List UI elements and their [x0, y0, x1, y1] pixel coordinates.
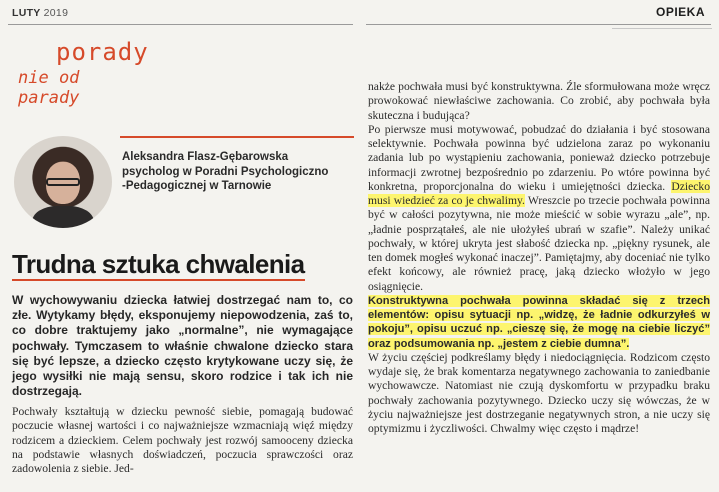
column-logo	[14, 38, 149, 108]
author-name: Aleksandra Flasz-Gębarowska	[122, 151, 289, 163]
article-title	[12, 249, 357, 280]
author-role-line1: psycholog w Poradni Psychologiczno	[122, 165, 329, 178]
author-block	[122, 150, 352, 194]
column-logo-line2: nie od parady	[18, 68, 80, 108]
highlight-2: Konstruktywna pochwała powinna składać się z trzech elementów: opisu sytuacji np. „widzę, że ładnie odkurzyłeś w pokoju”, opisu uczuć np. „cieszę się, że mogę na ciebie liczyć” oraz podsumowania np. „jestem z ciebie dumna”.	[368, 294, 710, 350]
author-accent-bar	[120, 136, 354, 138]
issue-label	[12, 7, 68, 19]
author-photo-glasses	[46, 178, 80, 186]
header-rule-left	[8, 24, 353, 25]
author-photo-shirt	[32, 206, 94, 228]
issue-year: 2019	[43, 7, 69, 19]
paragraph-2	[368, 123, 710, 294]
article-body-left: Pochwały kształtują w dziecku pewność siebie, pomagają budować poczucie własnej wartości i co najważniejsze wzmacniają więź między rodzicem a dzieckiem. Celem pochwały jest rozwój samooceny dziecka na podstawie własnych doświadczeń, poczucia sprawczości oraz zadowolenia z siebie. Jed-	[12, 405, 353, 476]
paragraph-4	[368, 294, 710, 351]
article-body-right	[368, 80, 710, 436]
paragraph-5: W życiu częściej podkreślamy błędy i niedociągnięcia. Rodzicom często wydaje się, że brak komentarza negatywnego zachowania to zaniedbanie wychowawcze. Natomiast nie czują dyskomfortu w przypadku braku pochwały zachowania pozytywnego. Dziecko uczy się wówczas, że w życiu najważniejsze jest dostrzeganie negatywnych stron, a nie uczy się optymizmu i życzliwości. Chwalmy więc często i mądrze!	[368, 350, 710, 435]
magazine-brand: OPIEKA	[656, 5, 706, 19]
paragraph-3-text: Wreszcie po trzecie pochwała powinna być w całości pozytywna, nie może mieścić w sobie wyrazu „ale”, np. „ładnie posprzątałeś, ale nie ułożyłeś ubrań w szafie”. Należy unikać pochwały, w której ukryta jest słabość dziecka np. „piękny rysunek, ale ten domek mogłeś wykonać inaczej”. Pamiętajmy, aby doceniać nie tylko efekt końcowy, ale również pracę, jaką dziecko włożyło w jego osiągnięcie.	[368, 194, 710, 293]
author-role-line2: -Pedagogicznej w Tarnowie	[122, 180, 272, 192]
paragraph-1: nakże pochwała musi być konstruktywna. Źle sformułowana może wręcz prowokować niewłaściwe zachowania. Co zrobić, aby pochwała była skuteczna i budująca?	[368, 80, 710, 122]
brand-underline	[612, 28, 712, 39]
issue-month: LUTY	[12, 7, 41, 19]
author-photo	[14, 136, 112, 228]
header-rule-right	[366, 24, 711, 25]
highlight-1: Dziecko musi wiedzieć za co je chwalimy.	[368, 179, 711, 207]
article-lead: W wychowywaniu dziecka łatwiej dostrzegać nam to, co złe. Wytykamy błędy, eksponujemy niepowodzenia, zaś to, co dobre traktujemy jako „normalne”, nie wymagające pochwały. Tymczasem to właśnie chwalone dziecko stara się być lepsze, a dziecko często krytykowane uczy się, że jego wysiłki nie mają sensu, skoro rodzice i tak ich nie dostrzegają.	[12, 293, 353, 399]
article-title-text: Trudna sztuka chwalenia	[12, 249, 305, 279]
paragraph-2-text: Po pierwsze musi motywować, pobudzać do działania i być stosowana selektywnie. Pochwała powinna być udzielona zaraz po wykonaniu zadania lub po wystąpieniu zachowania, ponieważ dziecko potrzebuje informacji zwrotnej bezpośrednio po zdarzeniu. Po wtóre powinna być konkretna, proporcjonalna do wieku i umiejętności dziecka.	[368, 122, 710, 193]
column-logo-line1: porady	[56, 38, 149, 66]
